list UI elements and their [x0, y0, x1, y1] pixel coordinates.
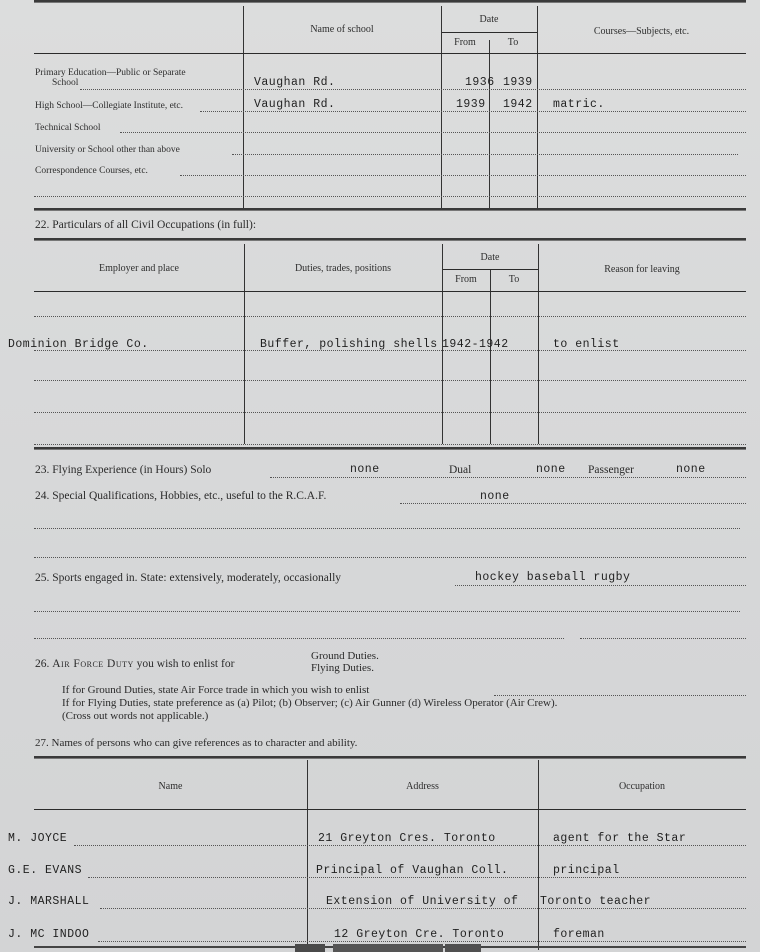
section-rule	[34, 447, 746, 450]
reference-occupation-3[interactable]: Toronto teacher	[540, 895, 652, 908]
fill-line	[455, 585, 746, 586]
fill-line	[120, 132, 746, 133]
fill-line	[98, 941, 746, 942]
fill-line	[180, 175, 746, 176]
edu-label-high: High School—Collegiate Institute, etc.	[35, 101, 184, 111]
q26-duty-label: Air Force Duty	[52, 658, 134, 670]
fill-line	[100, 908, 746, 909]
q23-label: 23. Flying Experience (in Hours) Solo	[35, 464, 212, 476]
reference-address-1[interactable]: 21 Greyton Cres. Toronto	[318, 832, 496, 845]
header-rule	[34, 291, 746, 292]
reference-occupation-1[interactable]: agent for the Star	[553, 832, 687, 845]
fill-line	[74, 845, 746, 846]
q22-title: 22. Particulars of all Civil Occupations (in full):	[35, 219, 257, 231]
header-rule	[34, 53, 746, 54]
section-rule	[34, 238, 746, 241]
fill-line	[580, 638, 746, 639]
reference-address-4[interactable]: 12 Greyton Cre. Toronto	[334, 928, 505, 941]
fill-line	[270, 477, 746, 478]
header-date: Date	[480, 252, 500, 263]
col-divider	[490, 270, 491, 444]
fill-line	[34, 444, 746, 445]
q23-passenger-value[interactable]: none	[676, 463, 706, 476]
q25-value[interactable]: hockey baseball rugby	[475, 571, 631, 584]
header-from: From	[455, 274, 477, 285]
q26-ground-instructions: If for Ground Duties, state Air Force trade in which you wish to enlist	[62, 684, 370, 696]
divider	[442, 32, 537, 33]
edu-high-school[interactable]: Vaughan Rd.	[254, 98, 336, 111]
header-to: To	[508, 274, 520, 285]
edu-primary-from[interactable]: 1936	[465, 76, 495, 89]
fill-line	[34, 350, 746, 351]
scan-edge	[445, 944, 481, 952]
scan-edge	[295, 944, 325, 952]
edu-high-to[interactable]: 1942	[503, 98, 533, 111]
top-rule	[34, 0, 746, 3]
q26-option-flying[interactable]: Flying Duties.	[311, 662, 374, 674]
fill-line	[400, 503, 746, 504]
edu-high-courses[interactable]: matric.	[553, 98, 605, 111]
civil-dates[interactable]: 1942-1942	[442, 338, 509, 351]
reference-occupation-2[interactable]: principal	[553, 864, 620, 877]
reference-name-2[interactable]: G.E. EVANS	[8, 864, 83, 877]
section-rule	[34, 208, 746, 211]
q23-solo-value[interactable]: none	[350, 463, 380, 476]
fill-line	[232, 154, 738, 155]
header-name-of-school: Name of school	[310, 24, 374, 35]
header-name: Name	[158, 781, 183, 792]
fill-line	[34, 557, 746, 558]
q23-dual-label: Dual	[449, 464, 472, 476]
reference-name-3[interactable]: J. MARSHALL	[8, 895, 90, 908]
fill-line	[34, 528, 740, 529]
header-courses: Courses—Subjects, etc.	[593, 26, 690, 37]
q24-value[interactable]: none	[480, 490, 510, 503]
reference-name-4[interactable]: J. MC INDOO	[8, 928, 90, 941]
edu-label-correspondence: Correspondence Courses, etc.	[35, 166, 148, 176]
reference-name-1[interactable]: M. JOYCE	[8, 832, 68, 845]
fill-line	[200, 111, 746, 112]
q26-cross-out-note: (Cross out words not applicable.)	[62, 710, 209, 722]
reference-occupation-4[interactable]: foreman	[553, 928, 605, 941]
edu-label-primary: Primary Education—Public or Separate	[35, 68, 186, 78]
header-employer: Employer and place	[99, 263, 179, 274]
q26-label-rest: you wish to enlist for	[136, 658, 235, 670]
col-divider	[489, 40, 490, 208]
col-divider	[244, 244, 245, 444]
q24-label: 24. Special Qualifications, Hobbies, etc., useful to the R.C.A.F.	[35, 490, 327, 502]
fill-line	[34, 412, 746, 413]
civil-reason[interactable]: to enlist	[553, 338, 620, 351]
header-address: Address	[406, 781, 439, 792]
civil-duties[interactable]: Buffer, polishing shells	[260, 338, 438, 351]
edu-primary-to[interactable]: 1939	[503, 76, 533, 89]
fill-line	[34, 611, 740, 612]
fill-line	[34, 380, 746, 381]
edu-label-technical: Technical School	[35, 123, 101, 133]
q25-label: 25. Sports engaged in. State: extensively, moderately, occasionally	[35, 572, 342, 584]
q23-passenger-label: Passenger	[588, 464, 634, 476]
q26-flying-instructions: If for Flying Duties, state preference as (a) Pilot; (b) Observer; (c) Air Gunner (d) Wireless Operator (Air Crew).	[62, 697, 558, 709]
fill-line	[34, 196, 746, 197]
col-divider	[243, 6, 244, 208]
fill-line	[80, 89, 746, 90]
fill-line	[34, 638, 564, 639]
header-occupation: Occupation	[618, 781, 666, 792]
section-rule	[34, 756, 746, 759]
header-rule	[34, 809, 746, 810]
header-to: To	[507, 37, 519, 48]
fill-line	[494, 695, 746, 696]
header-reason: Reason for leaving	[604, 264, 680, 275]
edu-label-university: University or School other than above	[35, 145, 180, 155]
q26-option-ground[interactable]: Ground Duties.	[311, 650, 379, 662]
edu-label-primary-2: School	[52, 78, 79, 88]
reference-address-2[interactable]: Principal of Vaughan Coll.	[316, 864, 509, 877]
scan-edge	[333, 944, 443, 952]
q27-title: 27. Names of persons who can give references as to character and ability.	[35, 737, 358, 749]
fill-line	[88, 877, 746, 878]
fill-line	[34, 316, 746, 317]
header-date: Date	[479, 14, 499, 25]
header-duties: Duties, trades, positions	[294, 263, 392, 274]
edu-primary-school[interactable]: Vaughan Rd.	[254, 76, 336, 89]
q26-label	[35, 658, 234, 670]
header-from: From	[454, 37, 476, 48]
divider	[443, 269, 538, 270]
reference-address-3[interactable]: Extension of University of	[326, 895, 519, 908]
q23-dual-value[interactable]: none	[536, 463, 566, 476]
civil-employer[interactable]: Dominion Bridge Co.	[8, 338, 149, 351]
edu-high-from[interactable]: 1939	[456, 98, 486, 111]
q26-num: 26.	[35, 658, 50, 670]
